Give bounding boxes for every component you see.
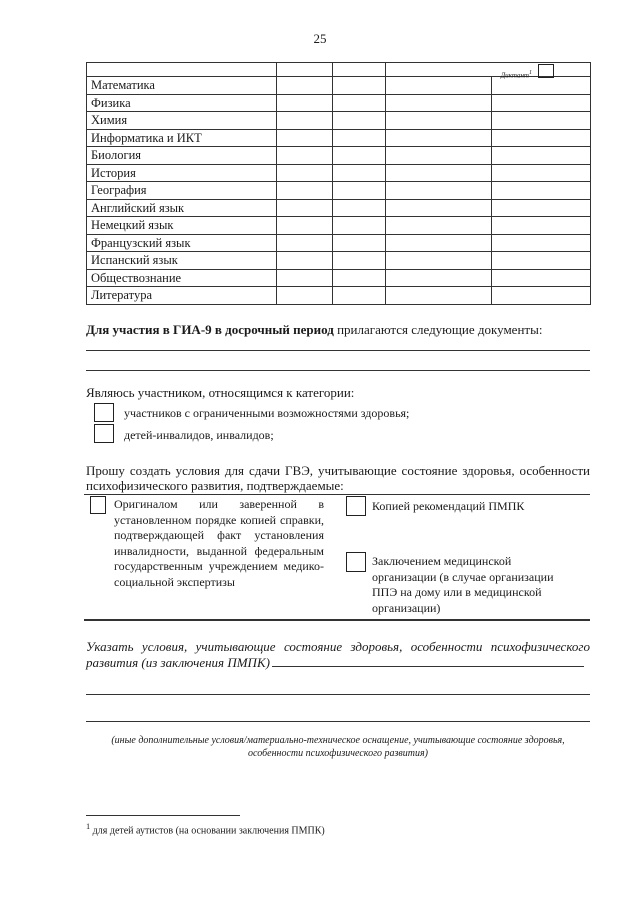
category-option-disabled: детей-инвалидов, инвалидов;	[124, 428, 274, 442]
table-row	[87, 217, 591, 235]
subject-name: Испанский язык	[87, 252, 277, 270]
table-row	[87, 94, 591, 112]
subject-cell[interactable]	[386, 94, 492, 112]
subject-cell[interactable]	[386, 164, 492, 182]
subjects-table	[86, 62, 591, 305]
subject-cell[interactable]	[277, 94, 333, 112]
subject-cell[interactable]	[492, 147, 591, 165]
subject-cell[interactable]	[333, 287, 386, 305]
conditions-inline-line[interactable]	[272, 666, 584, 667]
table-row	[87, 147, 591, 165]
subject-cell[interactable]	[386, 199, 492, 217]
documents-line-2[interactable]	[86, 370, 590, 371]
table-header-row	[87, 63, 591, 77]
table-row	[87, 129, 591, 147]
conditions-line-1[interactable]	[86, 694, 590, 695]
table-row	[87, 182, 591, 200]
page-number: 25	[313, 31, 327, 46]
subject-cell[interactable]	[277, 217, 333, 235]
subject-cell[interactable]	[333, 252, 386, 270]
documents-box	[84, 494, 590, 620]
subject-name: Биология	[87, 147, 277, 165]
early-period-rest: прилагаются следующие документы:	[333, 322, 543, 337]
subject-cell[interactable]	[492, 182, 591, 200]
subject-cell[interactable]	[492, 199, 591, 217]
table-row	[87, 252, 591, 270]
subject-cell[interactable]	[386, 147, 492, 165]
table-row	[87, 287, 591, 305]
subject-name: Французский язык	[87, 234, 277, 252]
doc-pmpk-checkbox[interactable]	[346, 496, 366, 516]
subject-cell[interactable]	[333, 182, 386, 200]
subject-cell[interactable]	[386, 129, 492, 147]
footnote-ref: 1	[86, 822, 91, 831]
subject-cell[interactable]	[333, 94, 386, 112]
category-option-limited-health: участников с ограниченными возможностями здоровья;	[124, 406, 410, 420]
subject-name: Математика	[87, 77, 277, 95]
subject-cell[interactable]	[386, 112, 492, 130]
subject-cell[interactable]	[386, 269, 492, 287]
category-heading: Являюсь участником, относящимся к категории:	[86, 385, 355, 400]
dictant-checkbox[interactable]	[538, 64, 554, 78]
table-row	[87, 269, 591, 287]
subject-cell[interactable]	[492, 217, 591, 235]
doc-original-checkbox[interactable]	[90, 496, 106, 514]
doc-original-label: Оригиналом или заверенной в установленном порядке копией справки, подтверждающей факт установления инвалидности, выданной федеральным государственным учреждением медико-социальной экспертизы	[114, 497, 324, 589]
subject-name: Обществознание	[87, 269, 277, 287]
subject-cell[interactable]	[277, 182, 333, 200]
subject-cell[interactable]	[277, 129, 333, 147]
dictant-label: Диктант$^1$	[500, 70, 532, 80]
subject-cell[interactable]	[333, 129, 386, 147]
subject-cell[interactable]	[277, 252, 333, 270]
subject-name: Немецкий язык	[87, 217, 277, 235]
doc-medical-checkbox[interactable]	[346, 552, 366, 572]
conditions-caption: (иные дополнительные условия/материально-техническое оснащение, учитывающие состояние здоровья, особенности психофизического развития)	[111, 735, 565, 759]
early-period-line	[86, 322, 596, 338]
doc-pmpk-label: Копией рекомендаций ПМПК	[372, 499, 525, 513]
footnote-text: для детей аутистов (на основании заключения ПМПК)	[90, 825, 325, 837]
subject-cell[interactable]	[277, 199, 333, 217]
table-row	[87, 234, 591, 252]
early-period-bold: Для участия в ГИА-9 в досрочный период	[86, 322, 334, 337]
table-row	[87, 164, 591, 182]
subject-cell[interactable]	[333, 269, 386, 287]
doc-medical-label: Заключением медицинской организации (в случае организации ППЭ на дому или в медицинской организации)	[372, 554, 554, 615]
subject-cell[interactable]	[277, 147, 333, 165]
documents-box-top-border	[84, 494, 590, 495]
documents-line-1[interactable]	[86, 350, 590, 351]
subject-cell[interactable]	[492, 129, 591, 147]
subject-cell[interactable]	[492, 269, 591, 287]
subject-cell[interactable]	[492, 94, 591, 112]
documents-box-bottom-border	[84, 619, 590, 621]
subject-cell[interactable]	[333, 199, 386, 217]
subject-cell[interactable]	[277, 269, 333, 287]
subject-name: Физика	[87, 94, 277, 112]
subject-cell[interactable]	[333, 217, 386, 235]
subject-cell[interactable]	[333, 234, 386, 252]
subject-cell[interactable]	[386, 252, 492, 270]
subject-name: География	[87, 182, 277, 200]
conditions-label: Указать условия, учитывающие состояние здоровья, особенности психофизического развития (из заключения ПМПК)	[86, 639, 590, 670]
subject-cell[interactable]	[386, 234, 492, 252]
subject-name: Литература	[87, 287, 277, 305]
subject-cell[interactable]	[386, 287, 492, 305]
subject-cell[interactable]	[333, 77, 386, 95]
subject-cell[interactable]	[492, 234, 591, 252]
subject-name: Химия	[87, 112, 277, 130]
subject-cell[interactable]	[386, 217, 492, 235]
footnote	[86, 822, 325, 836]
table-row	[87, 112, 591, 130]
footnote-separator	[86, 815, 240, 816]
subject-cell[interactable]	[277, 77, 333, 95]
subject-cell[interactable]	[277, 234, 333, 252]
subject-cell[interactable]	[492, 112, 591, 130]
subject-cell[interactable]	[277, 164, 333, 182]
subject-cell[interactable]	[492, 164, 591, 182]
category-checkbox-disabled[interactable]	[94, 424, 114, 443]
subject-cell[interactable]	[333, 147, 386, 165]
category-checkbox-limited-health[interactable]	[94, 403, 114, 422]
subject-name: Английский язык	[87, 199, 277, 217]
subject-cell[interactable]	[333, 112, 386, 130]
subject-cell[interactable]	[492, 287, 591, 305]
subject-cell[interactable]	[492, 252, 591, 270]
subject-cell[interactable]	[386, 182, 492, 200]
subject-name: История	[87, 164, 277, 182]
request-text: Прошу создать условия для сдачи ГВЭ, учитывающие состояние здоровья, особенности психофизического развития, подтверждаемые:	[86, 463, 590, 493]
subject-cell[interactable]	[386, 77, 492, 95]
table-row	[87, 199, 591, 217]
subject-cell[interactable]	[333, 164, 386, 182]
subject-cell[interactable]	[277, 287, 333, 305]
conditions-line-2[interactable]	[86, 721, 590, 722]
subject-cell[interactable]	[277, 112, 333, 130]
subject-name: Информатика и ИКТ	[87, 129, 277, 147]
